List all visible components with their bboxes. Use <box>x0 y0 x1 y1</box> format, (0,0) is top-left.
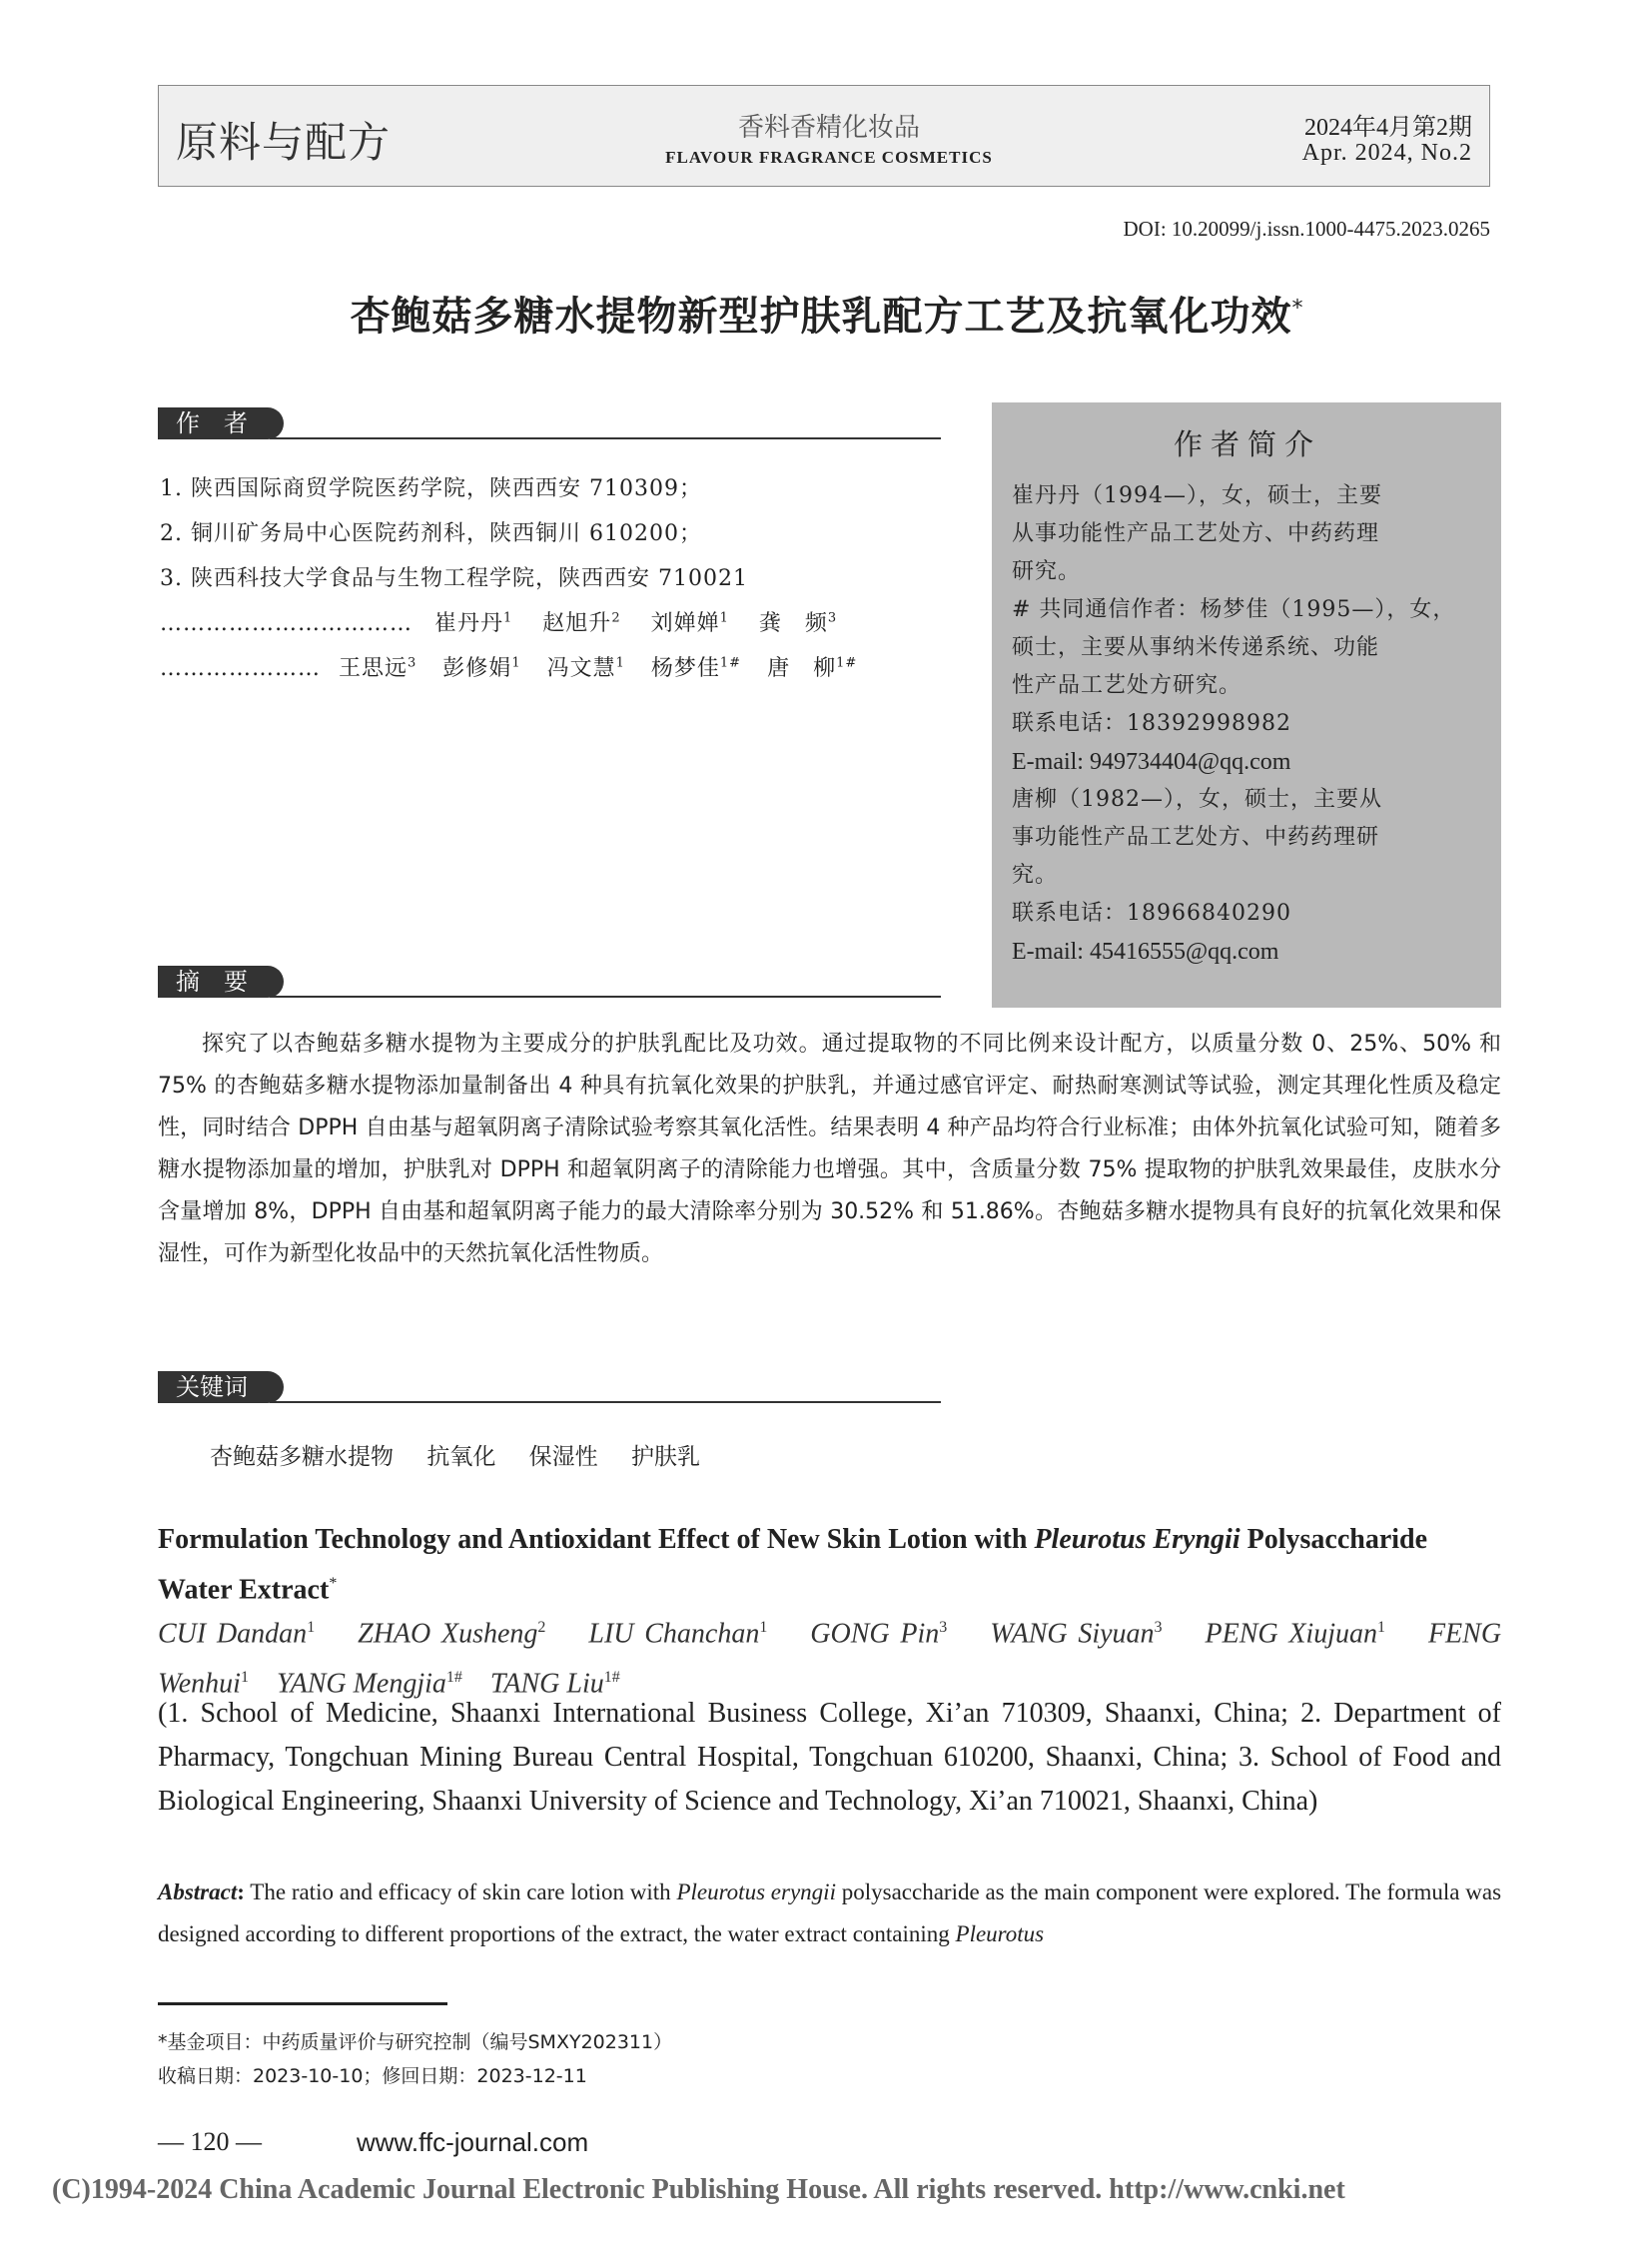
bio-email: E-mail: 45416555@qq.com <box>1012 939 1279 965</box>
page-number: — 120 — <box>158 2127 262 2156</box>
english-author: CUI Dandan <box>158 1618 308 1650</box>
english-author: LIU Chanchan <box>588 1618 760 1650</box>
english-abstract-colon: : <box>237 1879 245 1904</box>
english-abstract-text: The ratio and efficacy of skin care lotion with <box>244 1879 677 1904</box>
author-sup: 2 <box>611 610 621 626</box>
author-sup: 1 <box>759 1619 768 1636</box>
keyword: 杏鲍菇多糖水提物 <box>210 1444 394 1470</box>
bio-phone: 联系电话：18392998982 <box>1012 711 1291 736</box>
english-title <box>158 1518 1501 1612</box>
journal-website[interactable]: www.ffc-journal.com <box>357 2127 589 2157</box>
author-sup: 1# <box>719 655 742 671</box>
english-author: WANG Siyuan <box>990 1618 1155 1650</box>
issue-cn: 2024年4月第2期 <box>1304 115 1472 141</box>
column-name: 原料与配方 <box>176 118 392 167</box>
title-footnote-mark: * <box>1291 296 1304 322</box>
keywords <box>210 1438 726 1471</box>
abstract-cn: 探究了以杏鲍菇多糖水提物为主要成分的护肤乳配比及功效。通过提取物的不同比例来设计配方，以质量分数 0、25%、50% 和 75% 的杏鲍菇多糖水提物添加量制备出 4 种具有抗氧化效果的护肤乳，并通过感官评定、耐热耐寒测试等试验，测定其理化性质及稳定性，同时结合 DPPH 自由基与超氧阴离子清除试验考察其氧化活性。结果表明 4 种产品均符合行业标准；由体外抗氧化试验可知，随着多糖水提物添加量的增加，护肤乳对 DPPH 和超氧阴离子的清除能力也增强。其中，含质量分数 75% 提取物的护肤乳效果最佳，皮肤水分含量增加 8%，DPPH 自由基和超氧阴离子能力的最大清除率分别为 30.52% 和 51.86%。杏鲍菇多糖水提物具有良好的抗氧化效果和保湿性，可作为新型化妆品中的天然抗氧化活性物质。 <box>158 1032 1501 1266</box>
author-sup: 1 <box>240 1669 249 1687</box>
english-abstract-species: Pleurotus <box>955 1921 1045 1946</box>
english-affiliation: (1. School of Medicine, Shaanxi International Business College, Xi’an 710309, Shaanxi, China; 2. Department of Pharmacy, Tongchuan Mining Bureau Central Hospital, Tongchuan 610200, Shaanxi, China; 3. School of Food and Biological Engineering, Shaanxi University of Science and Technology, Xi’an 710021, Shaanxi, China) <box>158 1698 1501 1817</box>
leader-dots: ………………… <box>160 656 321 681</box>
authors-section-rule <box>270 437 941 439</box>
authors-row-1 <box>160 606 837 637</box>
english-abstract-text: polysaccharide as the main component were explored. The formula was designed according to different proportions of the extract, the water extract containing <box>158 1879 1502 1946</box>
bio-line: 事功能性产品工艺处方、中药药理研 <box>1012 825 1380 850</box>
bio-email: E-mail: 949734404@qq.com <box>1012 749 1291 775</box>
author-bio-title: 作者简介 <box>1173 427 1321 461</box>
authors-row-2 <box>160 651 857 682</box>
author-name: 刘婵婵 <box>650 611 720 636</box>
journal-name-en: FLAVOUR FRAGRANCE COSMETICS <box>665 148 993 167</box>
english-author: FENG Wenhui <box>158 1618 1502 1700</box>
author-name: 赵旭升 <box>542 611 612 636</box>
author-sup: 1# <box>603 1669 620 1687</box>
bio-line: 从事功能性产品工艺处方、中药药理 <box>1012 521 1380 546</box>
footnote-rule <box>158 2002 447 2005</box>
author-sup: 1 <box>511 655 521 671</box>
author-name: 彭修娟 <box>442 656 512 681</box>
english-author: TANG Liu <box>489 1668 604 1700</box>
keywords-section-tag: 关键词 <box>158 1371 284 1403</box>
keyword: 保湿性 <box>528 1444 598 1470</box>
english-author: YANG Mengjia <box>276 1668 446 1700</box>
doi: DOI: 10.20099/j.issn.1000-4475.2023.0265 <box>1123 217 1490 241</box>
author-sup: 1 <box>307 1619 316 1636</box>
affiliation-3: 3. 陕西科技大学食品与生物工程学院，陕西西安 710021 <box>160 566 748 591</box>
footnote-fund: *基金项目：中药质量评价与研究控制（编号SMXY202311） <box>158 2031 673 2053</box>
keywords-section-rule <box>270 1401 941 1403</box>
english-abstract-label: Abstract <box>158 1879 238 1904</box>
author-sup: 1 <box>719 610 729 626</box>
keyword: 护肤乳 <box>630 1444 700 1470</box>
author-sup: 2 <box>537 1619 546 1636</box>
author-sup: 3 <box>939 1619 948 1636</box>
english-abstract <box>158 1871 1501 1955</box>
author-name: 杨梦佳 <box>650 656 720 681</box>
leader-dots: …………………………… <box>160 611 413 636</box>
author-sup: 1# <box>836 655 858 671</box>
author-sup: 1 <box>1377 1619 1385 1636</box>
bio-line: # 共同通信作者：杨梦佳（1995—），女， <box>1012 597 1456 622</box>
abstract-section-rule <box>270 996 941 998</box>
author-sup: 1# <box>445 1669 462 1687</box>
author-name: 龚 频 <box>758 611 828 636</box>
copyright-watermark: (C)1994-2024 China Academic Journal Electronic Publishing House. All rights reserved. http://www.cnki.net <box>52 2174 1345 2205</box>
author-name: 王思远 <box>339 656 409 681</box>
author-sup: 3 <box>1154 1619 1163 1636</box>
author-bio-box <box>992 402 1501 1008</box>
abstract-section-tag: 摘 要 <box>158 966 284 998</box>
paper-title <box>158 285 1496 342</box>
authors-section-tag: 作 者 <box>158 407 284 439</box>
bio-line: 性产品工艺处方研究。 <box>1012 673 1242 698</box>
english-author: ZHAO Xusheng <box>358 1618 538 1650</box>
bio-line: 硕士，主要从事纳米传递系统、功能 <box>1012 635 1380 660</box>
author-sup: 1 <box>503 610 513 626</box>
author-name: 唐 柳 <box>767 656 837 681</box>
author-sup: 3 <box>408 655 417 671</box>
bio-line: 究。 <box>1012 863 1059 888</box>
author-name: 崔丹丹 <box>434 611 504 636</box>
journal-name-cn: 香料香精化妆品 <box>737 113 920 143</box>
bio-line: 研究。 <box>1012 559 1082 584</box>
english-author: GONG Pin <box>810 1618 940 1650</box>
english-title-part: Formulation Technology and Antioxidant Effect of New Skin Lotion with <box>158 1524 1035 1555</box>
author-name: 冯文慧 <box>546 656 616 681</box>
english-title-species: Pleurotus Eryngii <box>1034 1524 1240 1555</box>
keyword: 抗氧化 <box>426 1444 496 1470</box>
bio-line: 唐柳（1982—），女，硕士，主要从 <box>1012 787 1382 812</box>
english-author: PENG Xiujuan <box>1205 1618 1377 1650</box>
issue-en: Apr. 2024, No.2 <box>1301 140 1472 166</box>
bio-line: 崔丹丹（1994—），女，硕士，主要 <box>1012 483 1382 508</box>
bio-phone: 联系电话：18966840290 <box>1012 901 1291 926</box>
author-sup: 1 <box>615 655 625 671</box>
author-sup: 3 <box>827 610 838 626</box>
english-abstract-species: Pleurotus eryngii <box>676 1879 836 1904</box>
english-title-part: Polysaccharide Water Extract <box>158 1524 1428 1606</box>
english-title-mark: * <box>329 1575 338 1592</box>
affiliation-2: 2. 铜川矿务局中心医院药剂科，陕西铜川 610200； <box>160 521 702 546</box>
footnote-dates: 收稿日期：2023-10-10；修回日期：2023-12-11 <box>158 2065 587 2087</box>
paper-title-text: 杏鲍菇多糖水提物新型护肤乳配方工艺及抗氧化功效 <box>350 294 1292 340</box>
affiliation-1: 1. 陕西国际商贸学院医药学院，陕西西安 710309； <box>160 476 702 501</box>
